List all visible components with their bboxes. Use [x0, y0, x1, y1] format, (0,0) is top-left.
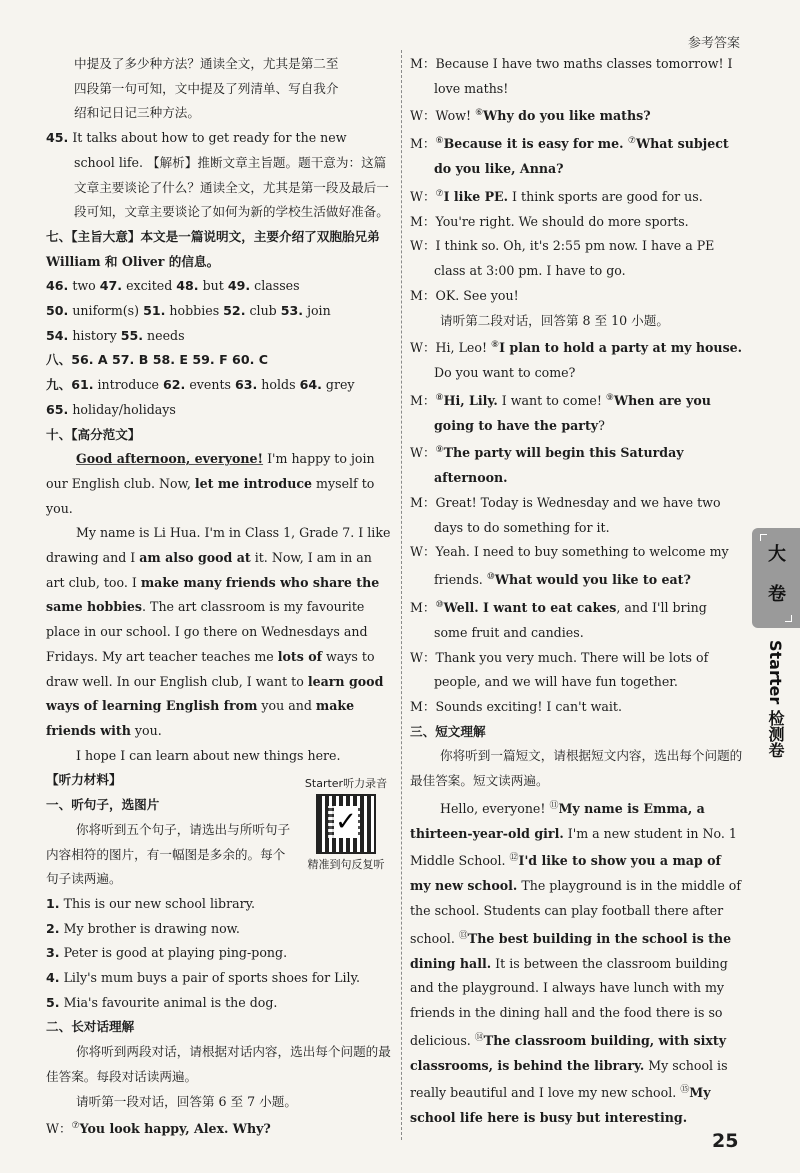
essay-text: . The art classroom is my favourite place in our school. I go there on Wednesdays and Fridays. My art teacher teaches me — [46, 599, 368, 664]
essay-phrase: make friends with — [46, 698, 355, 738]
speaker: W： — [410, 238, 436, 254]
column-divider — [401, 50, 402, 1140]
speaker: W： — [410, 108, 436, 124]
question-number: 54. — [46, 327, 69, 343]
question-number: 45. — [46, 130, 69, 146]
list-item — [46, 991, 391, 1016]
question-number: 51. — [143, 303, 166, 319]
essay-phrase: Good afternoon, everyone! — [76, 451, 264, 467]
marker: ⑭ — [474, 1032, 484, 1043]
answer-text: hobbies — [165, 303, 224, 319]
question-number: 九、61. — [46, 377, 94, 393]
question-number: 63. — [234, 377, 258, 393]
marker: ⑦ — [71, 1121, 80, 1132]
list-item — [46, 892, 391, 917]
answer-text: holiday/holidays — [68, 401, 176, 417]
answer-text: history — [68, 327, 121, 343]
essay-text: myself to you. — [46, 475, 375, 516]
sentence-number: 3. — [46, 945, 60, 961]
speaker: W： — [46, 1121, 72, 1137]
question-number: 62. — [163, 377, 186, 393]
essay-phrase: make many friends who share the same hobbies — [46, 574, 380, 615]
sentence-text: This is our new school library. — [59, 895, 256, 911]
dialogue-text: Hi, Lily. — [443, 393, 498, 409]
section-10-heading: 十、【高分范文】 — [46, 426, 141, 442]
answer-row — [46, 373, 391, 398]
side-label: Starter 检测卷 — [766, 640, 785, 758]
answer-text: needs — [143, 327, 185, 343]
dialogue-line — [410, 540, 744, 593]
question-number: 65. — [46, 401, 69, 417]
dialogue-text: I think sports are good for us. — [508, 189, 703, 205]
side-tab — [752, 528, 800, 628]
answer-text: holds — [257, 377, 300, 393]
dialogue-text: Great! Today is Wednesday and we have two days to do something for it. — [434, 495, 721, 535]
essay-text: it. Now, I am in an art club, too. I — [46, 550, 372, 590]
essay-phrase: am also good at — [139, 550, 251, 566]
essay-phrase: lots of — [277, 648, 323, 664]
dialogue-2 — [410, 333, 744, 719]
dialogue-line — [410, 182, 744, 210]
essay-paragraph — [46, 521, 391, 743]
dialogue-text: Because I have two maths classes tomorrow! I love maths! — [434, 56, 733, 96]
answer-text: two — [68, 278, 100, 294]
dialogue-text: The best building in the school is the dining hall. — [410, 930, 732, 971]
essay-text: you. — [130, 722, 162, 738]
essay-text: you and — [257, 698, 316, 714]
dialogue-text: I plan to hold a party at my house. — [499, 340, 743, 356]
dialogue-text: I want to come! — [497, 393, 606, 409]
text-line: 中提及了多少种方法？通读全文，尤其是第二至 — [74, 56, 339, 71]
dialogue-text: Well. I want to eat cakes — [443, 600, 617, 616]
page-number: 25 — [712, 1130, 739, 1152]
text-line: 绍和记日记三种方法。 — [74, 105, 200, 121]
dialogue-text: I think so. Oh, it's 2:55 pm now. I have a PE class at 3:00 pm. I have to go. — [434, 238, 715, 279]
dialogue-2-instructions: 请听第二段对话，回答第 8 至 10 小题。 — [440, 312, 669, 328]
speaker: M： — [410, 56, 436, 71]
dialogue-line — [410, 646, 744, 695]
speaker: W： — [410, 189, 436, 205]
speaker: W： — [410, 445, 436, 461]
dialogue-text: It is between the classroom building and the playground. I always have lunch with my friends in the dining hall and the food there is so delicious. — [410, 955, 728, 1048]
dialogue-line — [46, 1114, 391, 1142]
listening-passage — [410, 794, 744, 1131]
question-number: 64. — [299, 377, 322, 393]
part-1-instructions: 你将听到五个句子，请选出与所听句子内容相符的图片，有一幅图是多余的。每个句子读两遍。 — [46, 821, 291, 887]
side-tab-bottom: 卷 — [768, 584, 786, 605]
dialogue-line — [410, 386, 744, 439]
answer-text: events — [185, 377, 235, 393]
answer-45 — [46, 126, 391, 225]
marker: ⑦ — [627, 136, 636, 147]
right-column — [410, 52, 744, 1131]
dialogue-text: Hi, Leo! — [435, 340, 492, 356]
dialogue-line — [410, 210, 744, 235]
qr-caption-top: Starter听力录音 — [304, 777, 388, 790]
marker: ⑨ — [435, 445, 444, 456]
dialogue-text: You're right. We should do more sports. — [435, 213, 689, 229]
sentence-text: Mia's favourite animal is the dog. — [59, 994, 278, 1010]
essay-text: I'm happy to join our English club. Now, — [46, 451, 375, 491]
speaker: M： — [410, 699, 436, 715]
question-number: 47. — [99, 278, 123, 294]
section-8-answers: 八、56. A 57. B 58. E 59. F 60. C — [46, 352, 268, 368]
marker: ⑫ — [509, 853, 519, 864]
dialogue-text: The party will begin this Saturday afternoon. — [434, 445, 684, 486]
essay-text: My name is Li Hua. I'm in Class 1, Grade 7. I like drawing and I — [46, 525, 391, 566]
dialogue-text: Wow! — [435, 108, 476, 124]
essay-phrase: let me introduce — [194, 475, 313, 491]
marker: ⑧ — [435, 392, 444, 403]
marker: ⑩ — [486, 572, 495, 583]
dialogue-line — [410, 129, 744, 182]
dialogue-text: Why do you like maths? — [483, 108, 651, 124]
page-header: 参考答案 — [688, 36, 741, 51]
part-3-instructions: 你将听到一篇短文，请根据短文内容，选出每个问题的最佳答案。短文读两遍。 — [410, 748, 743, 789]
answer-text: club — [245, 303, 281, 319]
answer-row — [46, 299, 391, 324]
dialogue-text: My school is really beautiful and I love my new school. — [410, 1057, 728, 1101]
question-number: 48. — [176, 278, 199, 294]
dialogue-text: ? — [598, 417, 605, 433]
sentence-text: My brother is drawing now. — [59, 920, 240, 936]
marker: ⑮ — [680, 1085, 690, 1096]
question-number: 50. — [46, 303, 69, 319]
part-2-instructions: 你将听到两段对话，请根据对话内容，选出每个问题的最佳答案。每段对话读两遍。 — [46, 1044, 391, 1084]
sentence-number: 4. — [46, 970, 60, 986]
answer-text: uniform(s) — [68, 303, 144, 319]
dialogue-line — [410, 333, 744, 386]
essay-text: ways to draw well. In our English club, I want to — [46, 648, 375, 689]
dialogue-text: , and I'll bring some fruit and candies. — [434, 600, 707, 640]
dialogue-text: When are you going to have the party — [434, 393, 711, 433]
dialogue-1-instructions: 请听第一段对话，回答第 6 至 7 小题。 — [76, 1093, 297, 1109]
left-column — [46, 52, 391, 1142]
listening-title: 【听力材料】 — [46, 772, 122, 788]
marker: ⑪ — [549, 800, 559, 811]
dialogue-text: The classroom building, with sixty classrooms, is behind the library. — [410, 1032, 727, 1073]
list-item — [46, 917, 391, 942]
dialogue-text: Thank you very much. There will be lots of people, and we will have fun together. — [434, 649, 709, 690]
side-tab-top: 大 — [768, 544, 786, 565]
dialogue-text: Do you want to come? — [434, 365, 576, 381]
qr-caption-bottom: 精准到句反复听 — [307, 858, 385, 871]
dialogue-text: You look happy, Alex. Why? — [79, 1121, 271, 1137]
speaker: M： — [410, 287, 436, 303]
speaker: M： — [410, 495, 436, 511]
dialogue-text: I like PE. — [443, 189, 509, 205]
speaker: M： — [410, 213, 436, 229]
dialogue-line — [410, 491, 744, 540]
dialogue-line — [410, 101, 744, 129]
answer-row — [46, 398, 391, 423]
essay-phrase: learn good ways of learning English from — [46, 673, 384, 714]
answer-text: classes — [250, 278, 300, 294]
sentence-list — [46, 892, 391, 1016]
dialogue-line — [410, 695, 744, 720]
sentence-text: Peter is good at playing ping-pong. — [59, 945, 288, 961]
dialogue-text: Yeah. I need to buy something to welcome my friends. — [434, 544, 729, 588]
sentence-number: 5. — [46, 994, 60, 1010]
dialogue-text: Hello, everyone! — [440, 801, 550, 817]
dialogue-line — [410, 593, 744, 646]
dialogue-line — [410, 438, 744, 491]
marker: ⑦ — [435, 188, 444, 199]
essay-paragraph — [46, 447, 391, 521]
marker: ⑨ — [605, 392, 614, 403]
dialogue-text: The playground is in the middle of the school. Students can play football there after school. — [410, 878, 742, 946]
question-number: 49. — [227, 278, 251, 294]
marker: ⑧ — [491, 340, 500, 351]
qr-code-icon[interactable]: ✓ — [316, 794, 376, 854]
answer-row — [46, 324, 391, 349]
dialogue-text: Because it is easy for me. — [443, 136, 628, 152]
listening-part-3-heading: 三、短文理解 — [410, 723, 486, 739]
question-number: 53. — [280, 303, 304, 319]
marker: ⑬ — [458, 930, 468, 941]
question-number: 46. — [46, 278, 69, 294]
speaker: W： — [410, 649, 436, 665]
marker: ⑥ — [475, 108, 484, 119]
qr-code-block — [298, 775, 394, 885]
dialogue-text: Sounds exciting! I can't wait. — [435, 699, 622, 715]
answer-row — [46, 274, 391, 299]
dialogue-text: I'm a new student in No. 1 Middle School. — [410, 825, 737, 869]
answer-text: It talks about how to get ready for the new school life. 【解析】推断文章主旨题。题干意为：这篇文章主要谈论了什么？通读全文，尤其是第一段及最后一段可知，文章主要谈论了如何为新的学校生活做好准备。 — [72, 130, 389, 220]
dialogue-text: OK. See you! — [435, 287, 519, 303]
marker: ⑥ — [435, 136, 444, 147]
dialogue-1 — [410, 52, 744, 309]
list-item — [46, 941, 391, 966]
marker: ⑩ — [435, 600, 444, 611]
dialogue-text: My name is Emma, a thirteen-year-old girl. — [410, 801, 705, 841]
text-line: 四段第一句可知，文中提及了列清单、写自我介 — [74, 80, 339, 96]
sentence-number: 1. — [46, 895, 60, 911]
question-number: 52. — [223, 303, 246, 319]
listening-part-2-heading: 二、长对话理解 — [46, 1019, 135, 1035]
speaker: W： — [410, 340, 436, 356]
answer-text: but — [198, 278, 228, 294]
speaker: M： — [410, 393, 436, 409]
essay-paragraph: I hope I can learn about new things here. — [76, 747, 341, 763]
list-item — [46, 966, 391, 991]
answer-text: join — [303, 303, 331, 319]
speaker: W： — [410, 544, 436, 560]
question-number: 55. — [120, 327, 144, 343]
dialogue-line — [410, 284, 744, 309]
dialogue-line — [410, 234, 744, 283]
listening-part-1-heading: 一、听句子，选图片 — [46, 797, 160, 813]
speaker: M： — [410, 600, 436, 616]
answer-text: grey — [321, 377, 355, 393]
dialogue-text: What subject do you like, Anna? — [434, 136, 729, 177]
speaker: M： — [410, 136, 436, 152]
dialogue-line — [410, 52, 744, 101]
answer-text: excited — [122, 278, 177, 294]
dialogue-text: My school life here is busy but interesting. — [410, 1085, 711, 1126]
sentence-number: 2. — [46, 920, 60, 936]
sentence-text: Lily's mum buys a pair of sports shoes for Lily. — [59, 970, 361, 986]
dialogue-text: I'd like to show you a map of my new school. — [410, 853, 721, 894]
dialogue-text: What would you like to eat? — [494, 572, 691, 588]
section-7-heading: 七、【主旨大意】本文是一篇说明文，主要介绍了双胞胎兄弟 William 和 Oliver 的信息。 — [46, 228, 380, 269]
answer-text: introduce — [93, 377, 163, 393]
